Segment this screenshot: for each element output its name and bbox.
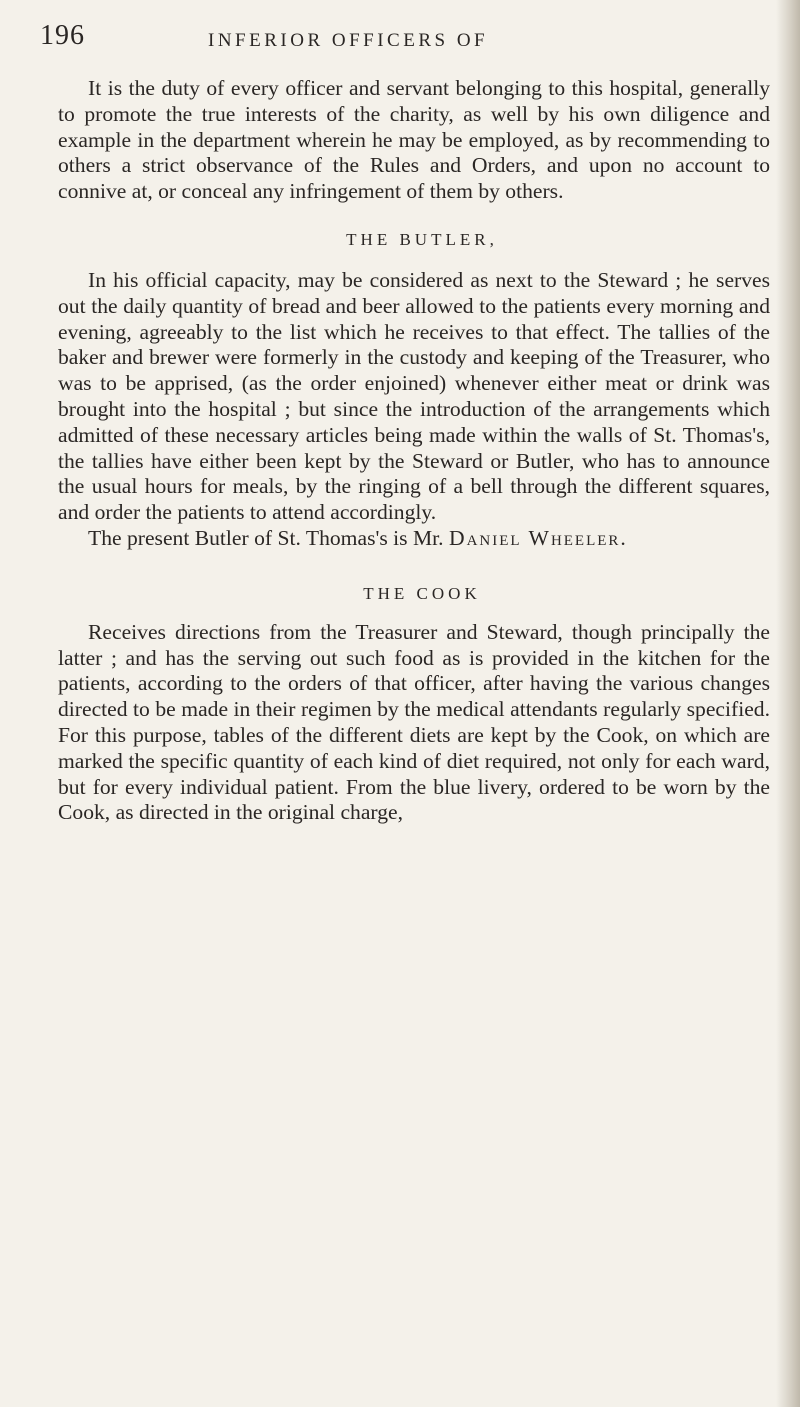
running-head [40,18,770,68]
butler-name: Daniel Wheeler. [448,525,628,550]
section-heading-cook: THE COOK [363,583,481,603]
section-heading-butler: THE BUTLER, [346,229,498,249]
butler-closing-paragraph [58,526,770,552]
page-edge-shadow [776,0,800,1407]
intro-paragraph: It is the duty of every officer and servant belonging to this hospital, generally to promote the true interests of the charity, as well by his own diligence and example in the department wherein he may be employed, as by recommending to others a strict observance of the Rules and Orders, and upon no account to connive at, or conceal any infringement of them by others. [58,76,770,204]
cook-paragraph: Receives directions from the Treasurer and Steward, though principally the latter ; and has the serving out such food as is provided in the kitchen for the patients, according to the orders of that officer, after having the various changes directed to be made in their regimen by the medical attendants regularly specified. For this purpose, tables of the different diets are kept by the Cook, on which are marked the specific quantity of each kind of diet required, not only for each ward, but for every individual patient. From the blue livery, ordered to be worn by the Cook, as directed in the original charge, [58,619,770,825]
book-page [40,18,770,826]
butler-paragraph: In his official capacity, may be considered as next to the Steward ; he serves out the daily quantity of bread and beer allowed to the patients every morning and evening, agreeably to the list which he receives to that effect. The tallies of the baker and brewer were formerly in the custody and keeping of the Treasurer, who was to be apprised, (as the order enjoined) whenever either meat or drink was brought into the hospital ; but since the introduction of the arrangements which admitted of these necessary articles being made within the walls of St. Thomas's, the tallies have either been kept by the Steward or Butler, who has to announce the usual hours for meals, by the ringing of a bell through the different squares, and order the patients to attend accordingly. [58,267,770,525]
page-number: 196 [40,20,85,51]
running-title: INFERIOR OFFICERS OF [208,30,489,51]
butler-closing-text: The present Butler of St. Thomas's is Mr. [88,525,444,550]
